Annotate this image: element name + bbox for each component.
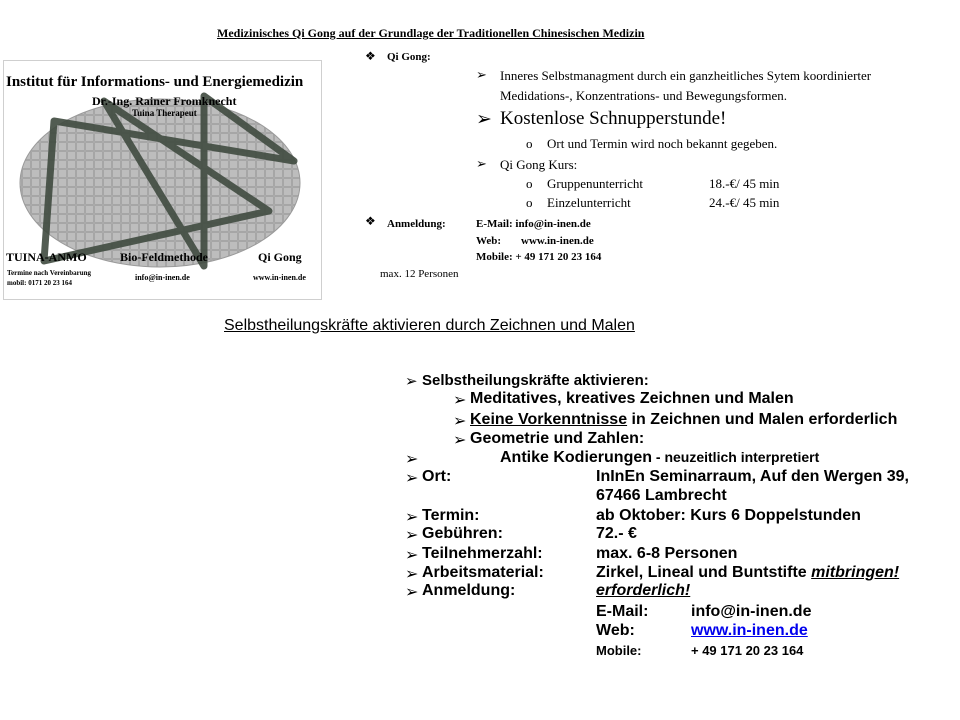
mobile-value: + 49 171 20 23 164 [691,643,804,658]
institute-logo-card [3,60,322,300]
arrow-bullet-icon: ➢ [476,109,492,130]
logo-web: www.in-inen.de [253,273,306,282]
mobile-label: Mobile: [596,643,642,658]
page-title: Medizinisches Qi Gong auf der Grundlage der Traditionellen Chinesischen Medizin [217,26,645,40]
workshop-sub-drawing: Meditatives, kreatives Zeichnen und Malen [470,390,794,407]
registration-web-label: Web: [476,235,502,247]
workshop-title: Selbstheilungskräfte aktivieren durch Zeichnen und Malen [224,317,635,334]
diamond-bullet-icon: ❖ [365,49,376,63]
arrow-bullet-icon: ➢ [453,413,467,430]
arrow-bullet-icon: ➢ [405,509,419,526]
course-price: 24.-€/ 45 min [709,195,780,210]
logo-note-1: Termine nach Vereinbarung [7,269,92,277]
fees-label: Gebühren: [422,525,503,542]
email-value[interactable]: info@in-inen.de [691,603,812,620]
participants-label: Teilnehmerzahl: [422,545,543,562]
termin-label: Termin: [422,507,480,524]
material-value [596,564,899,582]
workshop-main-item: Selbstheilungskräfte aktivieren: [422,372,649,389]
anmeldung-label: Anmeldung: [422,582,516,599]
logo-note-2: mobil: 0171 20 23 164 [7,279,72,287]
arrow-bullet-icon: ➢ [476,156,487,171]
registration-web-link[interactable]: www.in-inen.de [521,235,594,247]
anmeldung-value: erforderlich! [596,582,691,599]
participants-value: max. 6-8 Personen [596,545,738,562]
web-link[interactable]: www.in-inen.de [691,622,808,639]
no-experience-underlined: Keine Vorkenntnisse [470,411,628,428]
arrow-bullet-icon: ➢ [453,432,467,449]
antique-codings-rest: - neuzeitlich interpretiert [652,449,820,465]
arrow-bullet-icon: ➢ [453,392,467,409]
material-text: Zirkel, Lineal und Buntstifte [596,564,812,581]
material-label: Arbeitsmaterial: [422,564,544,581]
qigong-label: Qi Gong: [387,51,431,63]
ort-line1: InInEn Seminarraum, Auf den Wergen 39, [596,468,909,485]
registration-mobile: Mobile: + 49 171 20 23 164 [476,251,602,263]
logo-tag-biofeld: Bio-Feldmethode [120,250,208,264]
max-participants: max. 12 Personen [380,268,459,280]
arrow-bullet-icon: ➢ [405,470,419,487]
course-label: Qi Gong Kurs: [500,157,578,172]
qigong-desc-line2: Medidations-, Konzentrations- und Bewegungsformen. [500,88,788,103]
logo-institute-name: Institut für Informations- und Energiemedizin [6,74,304,90]
arrow-bullet-icon: ➢ [405,547,419,564]
circle-bullet-icon: o [526,195,533,210]
logo-tag-qigong: Qi Gong [258,250,302,264]
arrow-bullet-icon: ➢ [405,527,419,544]
fees-value: 72.- € [596,525,637,542]
course-price: 18.-€/ 45 min [709,176,780,191]
logo-tag-tuina: TUINA-ANMO [6,250,87,264]
logo-person-name: Dr.-Ing. Rainer Fromknecht [92,94,237,108]
ort-label: Ort: [422,468,452,485]
registration-email: E-Mail: info@in-inen.de [476,218,591,230]
course-name: Gruppenunterricht [547,176,644,191]
logo-email: info@in-inen.de [135,273,190,282]
email-label: E-Mail: [596,603,649,620]
arrow-bullet-icon: ➢ [405,373,418,390]
bring-along-emphasis: mitbringen! [811,564,900,581]
antique-codings-main: Antike Kodierungen [500,449,653,466]
ort-line2: 67466 Lambrecht [596,487,727,504]
free-lesson-headline: Kostenlose Schnupperstunde! [500,108,727,129]
diamond-bullet-icon: ❖ [365,214,376,228]
qigong-desc-line1: Inneres Selbstmanagment durch ein ganzheitliches Sytem koordinierter [500,68,872,83]
circle-bullet-icon: o [526,136,533,151]
workshop-sub-geometry: Geometrie und Zahlen: [470,430,645,447]
no-experience-rest: in Zeichnen und Malen erforderlich [627,411,898,428]
arrow-bullet-icon: ➢ [405,584,419,601]
workshop-sub-no-experience [470,411,897,429]
arrow-bullet-icon: ➢ [405,566,419,583]
web-label: Web: [596,622,635,639]
workshop-antique-codings [500,449,819,467]
termin-value: ab Oktober: Kurs 6 Doppelstunden [596,507,861,524]
arrow-bullet-icon: ➢ [476,67,487,82]
location-note: Ort und Termin wird noch bekannt gegeben. [547,136,778,151]
logo-role: Tuina Therapeut [132,108,197,118]
circle-bullet-icon: o [526,176,533,191]
arrow-bullet-icon: ➢ [405,451,419,468]
course-name: Einzelunterricht [547,195,631,210]
registration-label: Anmeldung: [387,218,446,230]
